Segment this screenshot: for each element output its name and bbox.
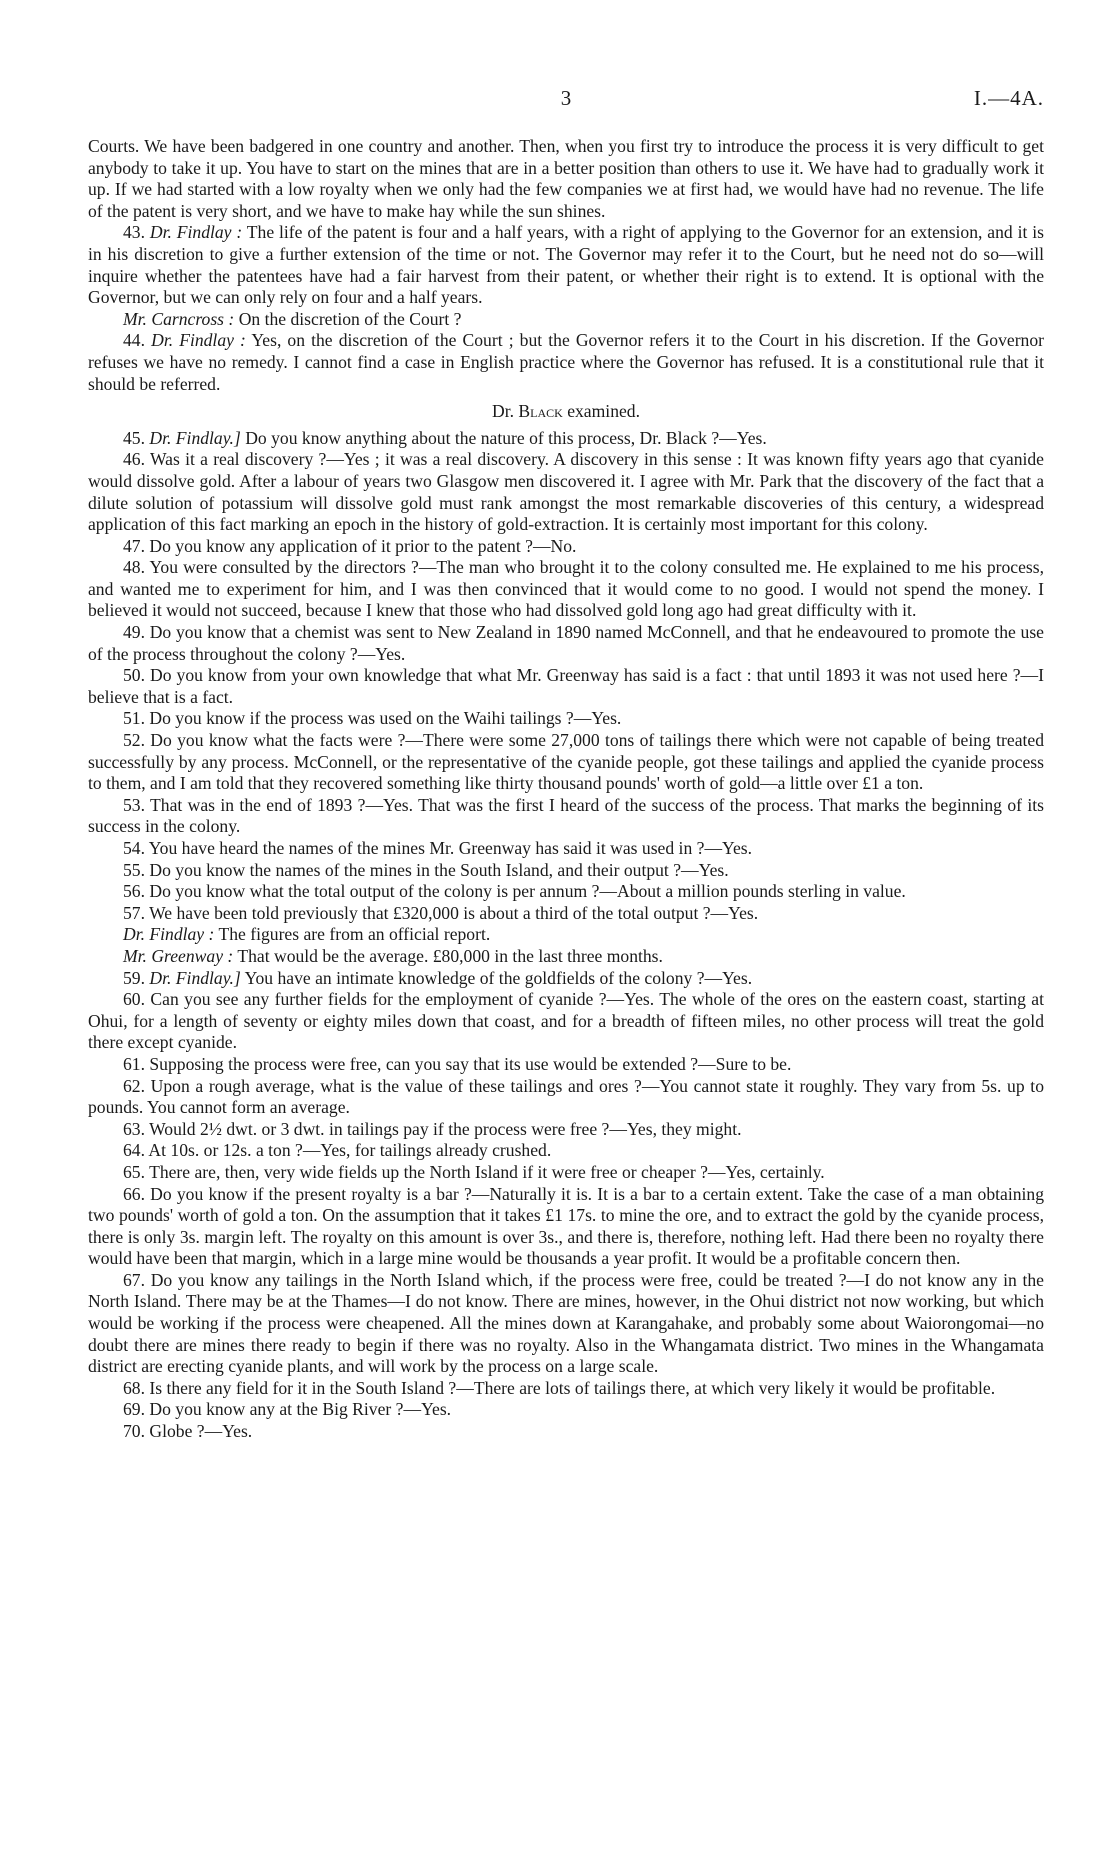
paragraph: 51. Do you know if the process was used on the Waihi tailings ?—Yes.: [123, 708, 622, 729]
paragraph-text: That would be the average. £80,000 in the last three months.: [237, 945, 663, 966]
paragraph-text: The figures are from an official report.: [218, 924, 491, 945]
paragraph: 60. Can you see any further fields for the employment of cyanide ?—Yes. The whole of the ores on the eastern coast, starting at Ohui, for a length of seventy or eighty miles down that coast, and for a breadth of fifteen miles, no other process will treat the gold there except cyanide.: [88, 989, 1044, 1053]
paragraph-text: You have an intimate knowledge of the goldfields of the colony ?—Yes.: [244, 967, 753, 988]
speaker: Dr. Findlay.]: [149, 967, 241, 988]
question-number: 44.: [123, 330, 145, 351]
paragraph-text: The life of the patent is four and a half years, with a right of applying to the Governor for an extension, and it is in his discretion to give a further extension of the time or not. The Governor may refer it to the Court, but he need not do so—will inquire whether the patentees have had a fair harvest from their patent, or whether their right is to extend. It is optional with the Governor, but we can only rely on four and a half years.: [88, 222, 1044, 308]
paragraph: 49. Do you know that a chemist was sent to New Zealand in 1890 named McConnell, and that he endeavoured to promote the use of the process throughout the colony ?—Yes.: [88, 622, 1044, 664]
paragraph-text: Do you know anything about the nature of this process, Dr. Black ?—Yes.: [245, 427, 767, 448]
paragraph: 55. Do you know the names of the mines in the South Island, and their output ?—Yes.: [123, 859, 729, 880]
question-number: 59.: [123, 967, 145, 988]
paragraph: 50. Do you know from your own knowledge that what Mr. Greenway has said is a fact : that until 1893 it was not used here ?—I believe that is a fact.: [88, 665, 1044, 707]
document-reference: I.—4A.: [973, 86, 1044, 110]
paragraph: [88, 946, 1044, 968]
paragraph: 47. Do you know any application of it prior to the patent ?—No.: [123, 535, 577, 556]
paragraph: 54. You have heard the names of the mines Mr. Greenway has said it was used in ?—Yes.: [123, 838, 753, 858]
speaker: Dr. Findlay :: [149, 222, 243, 243]
paragraph-text: On the discretion of the Court ?: [238, 308, 462, 329]
paragraph-text: Yes, on the discretion of the Court ; but the Governor refers it to the Court in his discretion. If the Governor refuses we have no remedy. I cannot find a case in English practice where the Governor has refused. It is a constitutional rule that it should be referred.: [88, 330, 1045, 394]
paragraph: 63. Would 2½ dwt. or 3 dwt. in tailings pay if the process were free ?—Yes, they might.: [123, 1118, 742, 1139]
paragraph: 53. That was in the end of 1893 ?—Yes. That was the first I heard of the success of the process. That marks the beginning of its success in the colony.: [88, 794, 1044, 837]
paragraph: Courts. We have been badgered in one country and another. Then, when you first try to introduce the process it is very difficult to get anybody to take it up. You have to start on the mines that are in a better position than others to use it. We have had to gradually work it up. If we had started with a low royalty when we only had the few companies we at first had, we would have had no revenue. The life of the patent is very short, and we have to make hay while the sun shines.: [88, 136, 1044, 221]
speaker: Mr. Carncross :: [123, 308, 235, 329]
paragraph: 56. Do you know what the total output of the colony is per annum ?—About a million pounds sterling in value.: [123, 881, 906, 902]
question-number: 43.: [123, 222, 145, 243]
paragraph: 48. You were consulted by the directors ?—The man who brought it to the colony consulted me. He explained to me his process, and wanted me to experiment for him, and I was then convinced that it would come to no good. I would not spend the money. I believed it would not succeed, because I knew that those who had dissolved gold long ago had great difficulty with it.: [88, 557, 1044, 621]
question-number: 45.: [123, 427, 145, 448]
paragraph: 57. We have been told previously that £320,000 is about a third of the total output ?—Yes.: [123, 902, 759, 923]
paragraph: 68. Is there any field for it in the South Island ?—There are lots of tailings there, at which very likely it would be profitable.: [123, 1377, 996, 1398]
page-number: 3: [560, 86, 572, 110]
section-heading: Dr. Black examined.: [491, 401, 640, 422]
paragraph: [88, 968, 1044, 990]
paragraph: 67. Do you know any tailings in the North Island which, if the process were free, could be treated ?—I do not know any in the North Island. There may be at the Thames—I do not know. There are mines, however, in the Ohui district not now working, but which would be working if the process were cheapened. All the mines down at Karangahake, and probably some about Waiorongomai—no doubt there are mines there ready to begin if there was no royalty. Also in the Whangamata district. Two mines in the Whangamata district are erecting cyanide plants, and will work by the process on a large scale.: [88, 1269, 1044, 1377]
speaker: Dr. Findlay :: [123, 924, 215, 945]
paragraph: [88, 924, 1044, 946]
paragraph: 46. Was it a real discovery ?—Yes ; it was a real discovery. A discovery in this sense : It was known fifty years ago that cyanide would dissolve gold. After a labour of years two Glasgow men discovered it. I agree with Mr. Park that the discovery of the fact that a dilute solution of potassium will dissolve gold must rank amongst the most remarkable discoveries of this century, a widespread application of this fact marking an epoch in the history of gold-extraction. It is certainly most important for this colony.: [88, 449, 1044, 535]
paragraph: 52. Do you know what the facts were ?—There were some 27,000 tons of tailings there which were not capable of being treated successfully by any process. McConnell, or the representative of the cyanide people, got these tailings and applied the cyanide process to them, and I am told that they recovered something like thirty thousand pounds' worth of gold—a little over £1 a ton.: [88, 730, 1044, 794]
paragraph: [88, 309, 1044, 331]
paragraph: 65. There are, then, very wide fields up the North Island if it were free or cheaper ?—Yes, certainly.: [123, 1161, 825, 1182]
speaker: Mr. Greenway :: [123, 945, 234, 966]
paragraph: [88, 330, 1044, 395]
paragraph: 70. Globe ?—Yes.: [123, 1421, 253, 1442]
document-body: [88, 136, 1044, 1443]
speaker: Dr. Findlay :: [151, 330, 246, 351]
paragraph: 69. Do you know any at the Big River ?—Yes.: [123, 1399, 452, 1420]
speaker: Dr. Findlay.]: [149, 427, 241, 448]
paragraph: [88, 428, 1044, 450]
paragraph: 64. At 10s. or 12s. a ton ?—Yes, for tailings already crushed.: [123, 1140, 552, 1161]
paragraph: [88, 222, 1044, 308]
paragraph: 61. Supposing the process were free, can you say that its use would be extended ?—Sure to be.: [123, 1053, 792, 1074]
paragraph: 66. Do you know if the present royalty is a bar ?—Naturally it is. It is a bar to a certain extent. Take the case of a man obtaining two pounds' worth of gold a ton. On the assumption that it takes £1 17s. to mine the ore, and to extract the gold by the cyanide process, there is only 3s. margin left. The royalty on this amount is over 3s., and there is, therefore, nothing left. Had there been no royalty there would have been that margin, which in a large mine would be thousands a year profit. It would be a profitable concern then.: [88, 1183, 1044, 1269]
paragraph: 62. Upon a rough average, what is the value of these tailings and ores ?—You cannot state it roughly. They vary from 5s. up to pounds. You cannot form an average.: [88, 1075, 1044, 1118]
page-header: [88, 86, 1044, 110]
